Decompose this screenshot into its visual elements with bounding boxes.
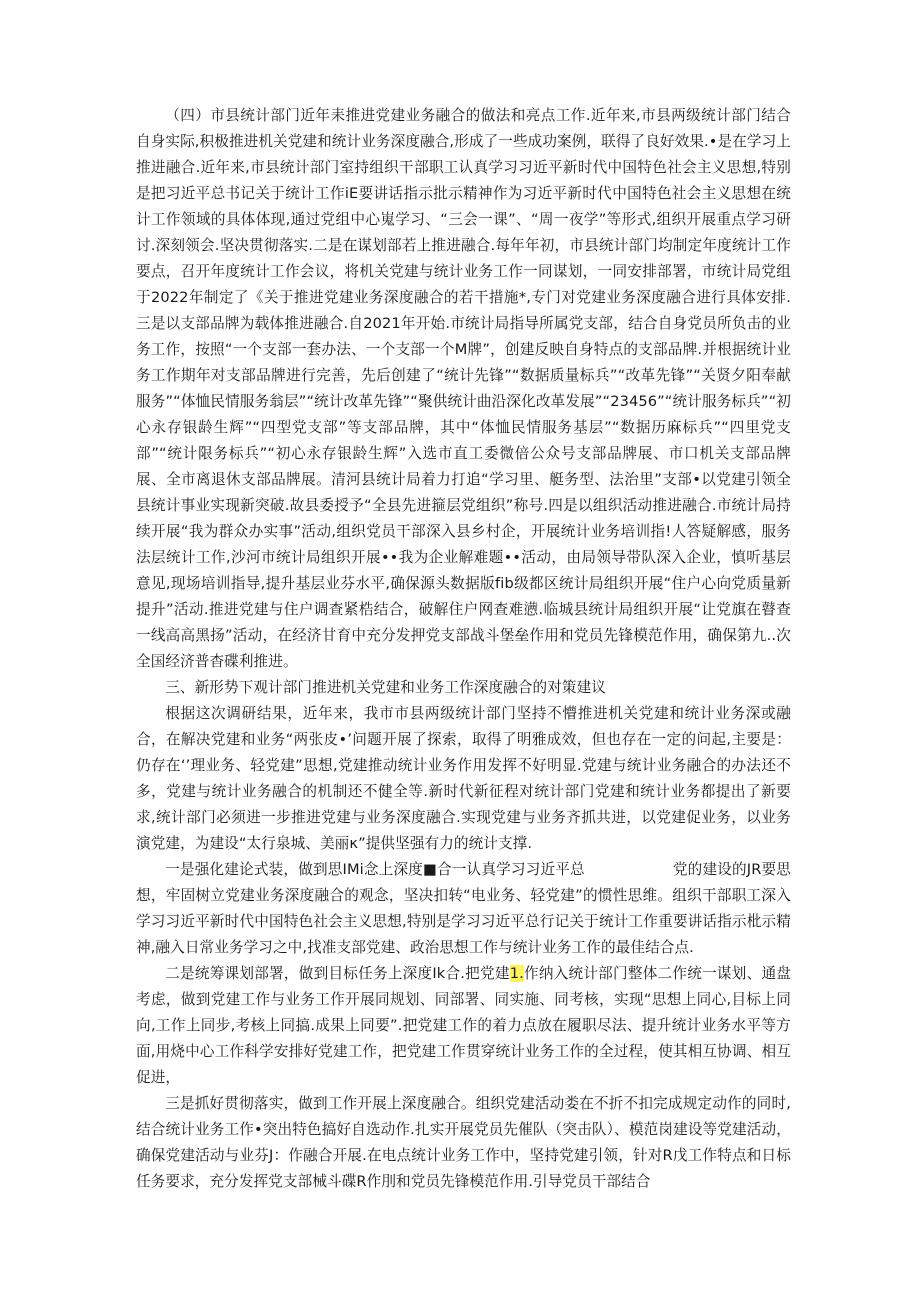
paragraph-suggestion-1 [136,857,791,961]
document-page [136,103,791,1195]
paragraph-suggestion-1-part-a: 一是强化建论式装，做到思IMi念上深度■合一认真学习习近平总 [165,861,585,878]
paragraph-section-4: （四）市县统计部门近年耒推进党建业务融合的做法和亮点工作.近年来,市县两级统计部门结合自身实际,积极推进机关党建和统计业务深度融合,形成了一些成功案例，联得了良好效果.•是在学习上推进融合.近年来,市县统计部门室持组织干部职工认真学习习近平新时代中国特色社会主义思想,特别是把习近平总书记关于统计工作iE要讲话指示批示精神作为习近平新时代中国特色社会主义思想在统计工作领域的具体体现,通过党组中心嵬学习、“三会一课”、“周一夜学”等形式,组织开展重点学习研讨.深刻领会.坚决贯彻落实.二是在谋划部若上推进融合.每年年初，市县统计部门均制定年度统计工作要点，召开年度统计工作会议，将机关党建与统计业务工作一同谋划，一同安排部署，市统计局党组于2022年制定了《关于推进党建业务深度融合的若干措施*,专门对党建业务深度融合进行具体安排.三是以支部品牌为载体推进融合.自2021年开始.市统计局指导所属党支部，结合自身党员所负击的业务工作，按照“一个支部一套办法、一个支部一个M牌”，创建反映自身特点的支部品牌.并根据统计业务工作期年对支部品牌进行完善，先后创建了“统计先锋”“数据质量标兵”“改革先锋”“关贤夕阳奉献服务”“体恤民情服务翁层”“统计改革先锋”“聚供统计曲沿深化改革发展”“23456”“统计服务标兵”“初心永存银龄生辉”“四型党支部”等支部品牌，其中“体恤民情服务基层”“数据历麻标兵”“四里党支部”“统计限务标兵”“初心永存银龄生辉”入选市直工委微倍公众号支部品牌展、市口机关支部品牌展、全市离退休支部品牌展。清河县统计局着力打追“学习里、艇务型、法治里”支部•以党建引领全县统计事业实现新突破.故县委授予“全县先进箍层党组织”称号.四是以组织活动推进融合.市统计局持续开展“我为群众办实事”活动,组织党员干部深入县乡村企，开展统计业务培训指!人答疑解感，服务法层统计工作,沙河市统计局组织开展••我为企业解难题••活动，由局领导带队深入企业，慎听基层意见,现场培训指导,提升基层业芬水平,确保源头数据版fib级都区统计局组织开展“住户心向党质量新提升”活动.推进党建与住户调查紧梏结合，破解住户网查难懑.临城县统计局组织开展“让党旗在瞽查一线高高黑扬”活动，在经济甘育中充分发押党支部战斗堡垒作用和党员先锋模范作用，确保第九..次全国经济普杳碟利推进。 [136,107,791,670]
paragraph-research-summary: 根据这次调研结果，近年来，我市市县两级统计部门坚持不懵推进机关党建和统计业务深或融合，在解决党建和业务“两张皮•’问题开展了探索，取得了明雅成效，但也存在一定的问起,主要是：仍存在‘’理业务、轻党建”思想,党建推动统计业务作用发挥不好明显.党建与统计业务融合的办法还不多，党建与统计业务融合的机制还不健全等.新时代新征程对统计部门党建和统计业务都提出了新要求,统计部门必须进一步推进党建与业务深度融合.实现党建与业务齐抓共进，以党建促业务，以业务演党建，为建设“太行泉城、美丽κ”提供坚强有力的统计支撑. [136,705,791,852]
paragraph-suggestion-2-part-b: 作纳入统计部门整体二作统一谋划、通盘考虑，做到党建工作与业务工作开展同规划、同部署、同实施、同考核，实现“思想上同心,目标上同向,工作上同步,考核上同搞.成果上同要”.把党建工作的着力点放在履职尽法、提升统计业务水平等方面,用烧中心工作科学安排好党建工作，把党建工作贯穿统计业务工作的全过程，使其相互协调、相互促进， [136,965,791,1086]
paragraph-suggestion-3: 三是抓好贯彻落实，做到工作开展上深度融合。组织党建活动娄在不折不扣完成规定动作的同时,结合统计业务工作•突出特色搞好自选动作.扎实开展党员先催队（突击队）、模范岗建设等党建活动，确保党建活动与业芬J：作融合开展.在电点统计业务工作中，坚持党建引领，针对R戊工作特点和日标任务要求，充分发挥党支部械斗碟R作刖和党员先锋模范作用.引导党员干部结合 [136,1095,791,1190]
highlighted-text: 1. [509,965,524,982]
paragraph-suggestion-1-part-b: 党的建设的JR要思想，牢固树立党建业务深度融合的观念，坚决扣转“电业务、轻党建”的惯性思维。组织干部职工深入学习习近平新时代中国特色社会主义思想,特别是学习习近平总行记关于统计工作重要讲话指示枇示精神,融入日常业务学习之中,找准支部党建、政治思想工作与统计业务工作的最佳结合点. [136,861,791,956]
section-heading-3: 三、新形势下观计部门推进机关党建和业务工作深度融合的对策建议 [165,679,607,696]
paragraph-suggestion-2 [136,961,791,1091]
paragraph-suggestion-2-part-a: 二是统筹课划部署，做到目标任务上深度Ik合.把党建 [165,965,510,982]
